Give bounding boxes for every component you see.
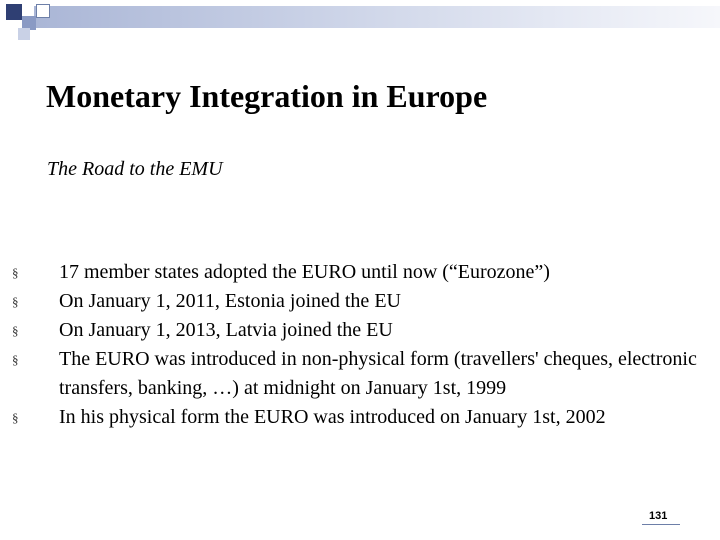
bullet-marker-icon: §	[12, 294, 19, 309]
bullet-item	[12, 258, 702, 287]
bullet-marker-icon: §	[12, 352, 19, 367]
header-square-light	[18, 28, 30, 40]
bullet-list	[12, 258, 702, 432]
bullet-text: On January 1, 2013, Latvia joined the EU	[59, 319, 393, 341]
bullet-text: On January 1, 2011, Estonia joined the EU	[59, 290, 401, 312]
bullet-item	[12, 316, 702, 345]
bullet-marker-icon: §	[12, 410, 19, 425]
slide-subtitle: The Road to the EMU	[47, 158, 223, 180]
bullet-text: In his physical form the EURO was introduced on January 1st, 2002	[59, 406, 606, 428]
header-square-dark	[6, 4, 22, 20]
header-gradient-band	[34, 6, 720, 28]
bullet-marker-icon: §	[12, 265, 19, 280]
bullet-marker-icon: §	[12, 323, 19, 338]
bullet-text: The EURO was introduced in non-physical form (travellers' cheques, electronic transfers, banking, …) at midnight on January 1st, 1999	[59, 348, 697, 399]
bullet-text: 17 member states adopted the EURO until now (“Eurozone”)	[59, 261, 550, 283]
page-number-rule	[642, 524, 680, 525]
page-number: 131	[649, 510, 668, 522]
bullet-item	[12, 287, 702, 316]
slide-title: Monetary Integration in Europe	[46, 78, 488, 114]
bullet-item	[12, 345, 702, 403]
bullet-item	[12, 403, 702, 432]
header-square-outline	[36, 4, 50, 18]
